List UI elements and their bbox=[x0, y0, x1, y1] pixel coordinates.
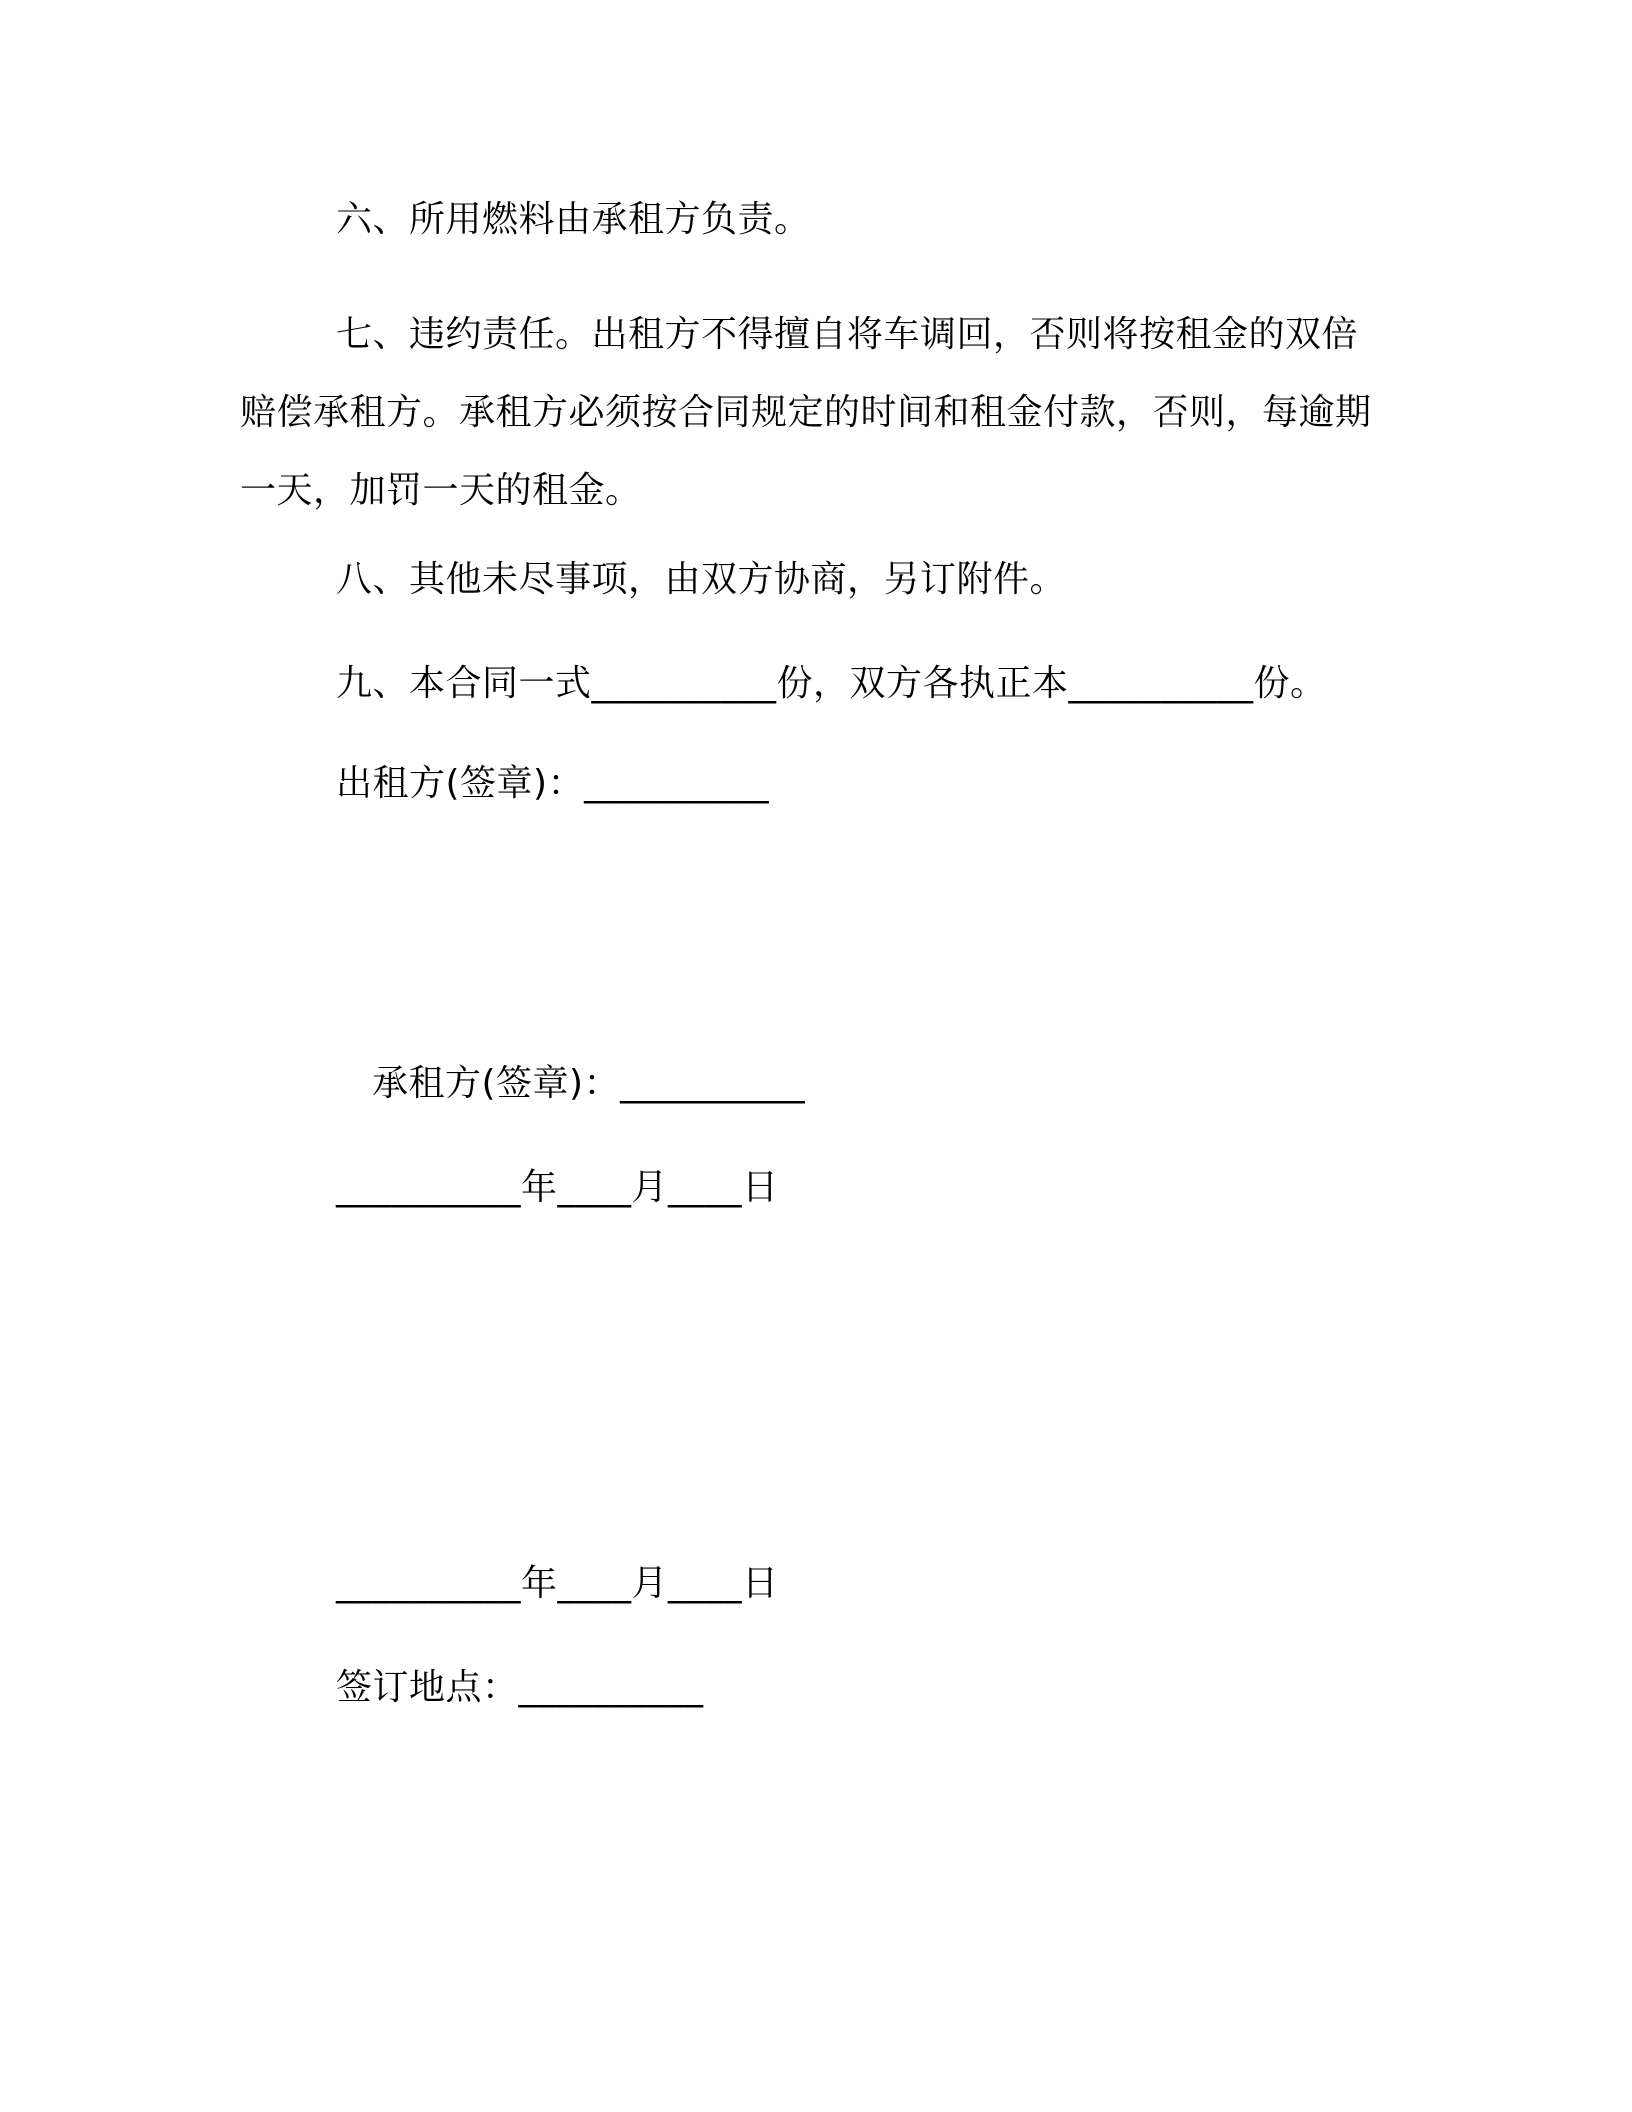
clause-8: 八、其他未尽事项，由双方协商，另订附件。 bbox=[336, 559, 1067, 600]
signing-place-line: 签订地点：__________ bbox=[336, 1667, 704, 1708]
date-line-lessor: __________年____月____日 bbox=[336, 1167, 779, 1208]
clause-6: 六、所用燃料由承租方负责。 bbox=[336, 199, 811, 240]
lessee-signature-line: 承租方(签章)：__________ bbox=[372, 1063, 806, 1104]
clause-9-copies: 九、本合同一式__________份，双方各执正本__________份。 bbox=[336, 663, 1327, 704]
clause-7-breach-liability: 七、违约责任。出租方不得擅自将车调回，否则将按租金的双倍赔偿承租方。承租方必须按合同规定的时间和租金付款，否则，每逾期一天，加罚一天的租金。 bbox=[240, 314, 1372, 511]
lessor-signature-line: 出租方(签章)：__________ bbox=[336, 763, 770, 804]
date-line-lessee: __________年____月____日 bbox=[336, 1563, 779, 1604]
